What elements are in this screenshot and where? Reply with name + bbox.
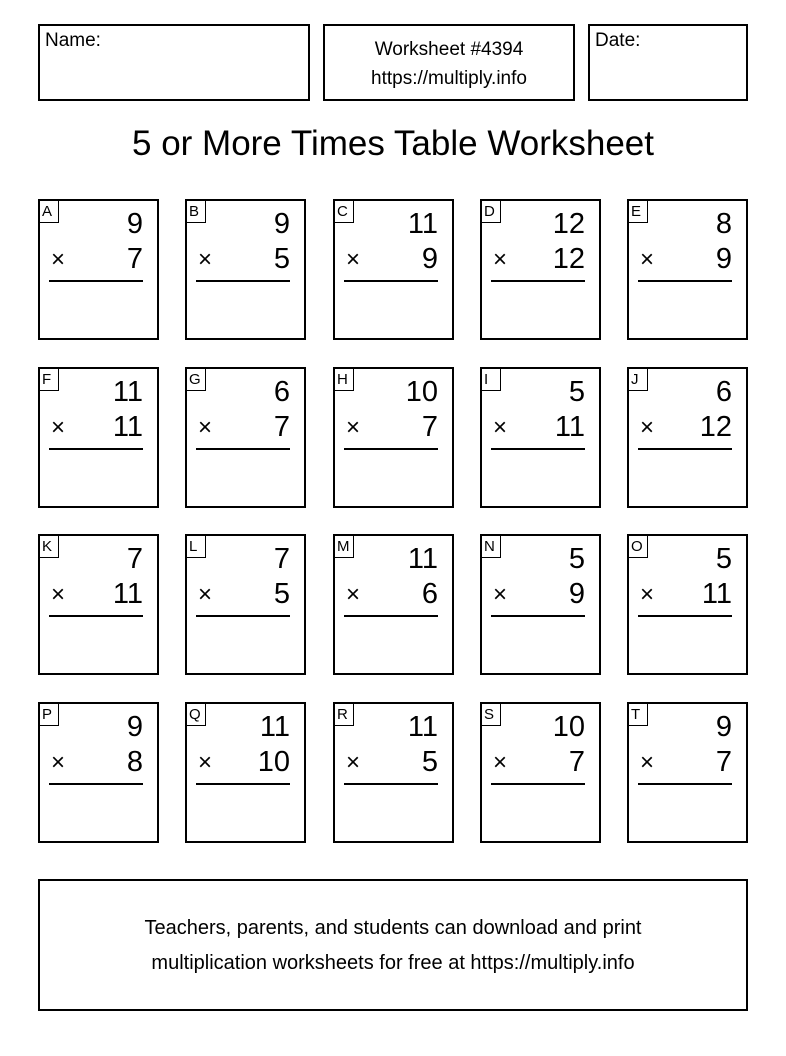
multiplicand: 11	[259, 711, 290, 743]
multiplier: 10	[257, 746, 290, 778]
problem-card[interactable]	[185, 702, 306, 843]
multiplier: 5	[273, 243, 290, 275]
answer-line	[638, 615, 732, 617]
problem-letter: R	[335, 704, 354, 726]
problem-letter: K	[40, 536, 59, 558]
date-field-box[interactable]	[588, 24, 748, 101]
multiplier: 7	[568, 746, 585, 778]
footer-line-1: Teachers, parents, and students can download and print	[144, 917, 642, 939]
answer-line	[196, 783, 290, 785]
problem-letter: S	[482, 704, 501, 726]
times-sign: ×	[198, 581, 213, 608]
answer-line	[49, 615, 143, 617]
times-sign: ×	[198, 246, 213, 273]
multiplicand: 11	[407, 543, 438, 575]
problem-letter: N	[482, 536, 501, 558]
problem-card[interactable]	[185, 534, 306, 675]
problem-card[interactable]	[627, 534, 748, 675]
worksheet-number: Worksheet #4394	[374, 39, 524, 60]
worksheet-url: https://multiply.info	[371, 68, 527, 89]
answer-line	[344, 615, 438, 617]
problem-letter: T	[629, 704, 648, 726]
times-sign: ×	[493, 246, 508, 273]
multiplicand: 11	[112, 376, 143, 408]
problem-card[interactable]	[38, 702, 159, 843]
problem-letter: B	[187, 201, 206, 223]
problem-letter: P	[40, 704, 59, 726]
problem-letter: H	[335, 369, 354, 391]
problem-card[interactable]	[38, 534, 159, 675]
multiplicand: 9	[715, 711, 732, 743]
multiplicand: 7	[273, 543, 290, 575]
times-sign: ×	[51, 749, 66, 776]
problem-card[interactable]	[333, 534, 454, 675]
multiplier: 7	[715, 746, 732, 778]
problem-letter: C	[335, 201, 354, 223]
times-sign: ×	[640, 246, 655, 273]
problem-card[interactable]	[333, 367, 454, 508]
problem-card[interactable]	[480, 702, 601, 843]
answer-line	[638, 280, 732, 282]
problem-card[interactable]	[480, 534, 601, 675]
name-label: Name:	[45, 30, 101, 51]
answer-line	[196, 280, 290, 282]
multiplier: 6	[421, 578, 438, 610]
multiplicand: 12	[552, 208, 585, 240]
multiplier: 8	[126, 746, 143, 778]
answer-line	[344, 280, 438, 282]
problem-card[interactable]	[480, 367, 601, 508]
problem-card[interactable]	[185, 199, 306, 340]
multiplicand: 11	[407, 711, 438, 743]
answer-line	[491, 280, 585, 282]
worksheet-info-box	[323, 24, 575, 101]
times-sign: ×	[198, 749, 213, 776]
times-sign: ×	[51, 581, 66, 608]
multiplicand: 7	[126, 543, 143, 575]
multiplicand: 10	[405, 376, 438, 408]
times-sign: ×	[346, 414, 361, 441]
times-sign: ×	[51, 246, 66, 273]
problem-card[interactable]	[333, 702, 454, 843]
problem-grid	[38, 199, 748, 843]
answer-line	[344, 783, 438, 785]
multiplicand: 6	[273, 376, 290, 408]
multiplier: 11	[112, 411, 143, 443]
problem-card[interactable]	[627, 367, 748, 508]
multiplier: 7	[126, 243, 143, 275]
answer-line	[344, 448, 438, 450]
answer-line	[196, 448, 290, 450]
problem-letter: E	[629, 201, 648, 223]
multiplier: 11	[554, 411, 585, 443]
multiplicand: 8	[715, 208, 732, 240]
times-sign: ×	[640, 749, 655, 776]
page-title: 5 or More Times Table Worksheet	[132, 124, 654, 163]
problem-letter: D	[482, 201, 501, 223]
answer-line	[638, 783, 732, 785]
times-sign: ×	[493, 414, 508, 441]
times-sign: ×	[493, 749, 508, 776]
multiplier: 9	[715, 243, 732, 275]
multiplier: 7	[273, 411, 290, 443]
multiplier: 9	[421, 243, 438, 275]
date-label: Date:	[595, 30, 641, 51]
answer-line	[49, 448, 143, 450]
multiplicand: 5	[568, 376, 585, 408]
multiplicand: 9	[126, 711, 143, 743]
answer-line	[49, 783, 143, 785]
problem-card[interactable]	[480, 199, 601, 340]
multiplier: 7	[421, 411, 438, 443]
name-field-box[interactable]	[38, 24, 310, 101]
answer-line	[49, 280, 143, 282]
multiplicand: 5	[715, 543, 732, 575]
multiplier: 11	[701, 578, 732, 610]
multiplicand: 6	[715, 376, 732, 408]
answer-line	[491, 615, 585, 617]
times-sign: ×	[346, 246, 361, 273]
problem-letter: M	[335, 536, 354, 558]
times-sign: ×	[640, 414, 655, 441]
answer-line	[491, 448, 585, 450]
multiplicand: 9	[126, 208, 143, 240]
problem-letter: F	[40, 369, 59, 391]
problem-letter: Q	[187, 704, 206, 726]
multiplicand: 5	[568, 543, 585, 575]
footer-box	[38, 879, 748, 1011]
multiplier: 5	[273, 578, 290, 610]
problem-letter: I	[482, 369, 501, 391]
multiplier: 11	[112, 578, 143, 610]
problem-card[interactable]	[627, 199, 748, 340]
multiplicand: 11	[407, 208, 438, 240]
problem-card[interactable]	[185, 367, 306, 508]
times-sign: ×	[198, 414, 213, 441]
problem-letter: J	[629, 369, 648, 391]
problem-card[interactable]	[627, 702, 748, 843]
problem-card[interactable]	[38, 367, 159, 508]
problem-letter: G	[187, 369, 206, 391]
multiplier: 5	[421, 746, 438, 778]
times-sign: ×	[346, 581, 361, 608]
footer-line-2: multiplication worksheets for free at https://multiply.info	[151, 952, 635, 974]
multiplier: 9	[568, 578, 585, 610]
multiplier: 12	[699, 411, 732, 443]
problem-letter: A	[40, 201, 59, 223]
problem-card[interactable]	[38, 199, 159, 340]
multiplicand: 10	[552, 711, 585, 743]
times-sign: ×	[346, 749, 361, 776]
answer-line	[196, 615, 290, 617]
times-sign: ×	[493, 581, 508, 608]
problem-letter: L	[187, 536, 206, 558]
multiplier: 12	[552, 243, 585, 275]
answer-line	[491, 783, 585, 785]
times-sign: ×	[640, 581, 655, 608]
problem-card[interactable]	[333, 199, 454, 340]
multiplicand: 9	[273, 208, 290, 240]
answer-line	[638, 448, 732, 450]
problem-letter: O	[629, 536, 648, 558]
times-sign: ×	[51, 414, 66, 441]
